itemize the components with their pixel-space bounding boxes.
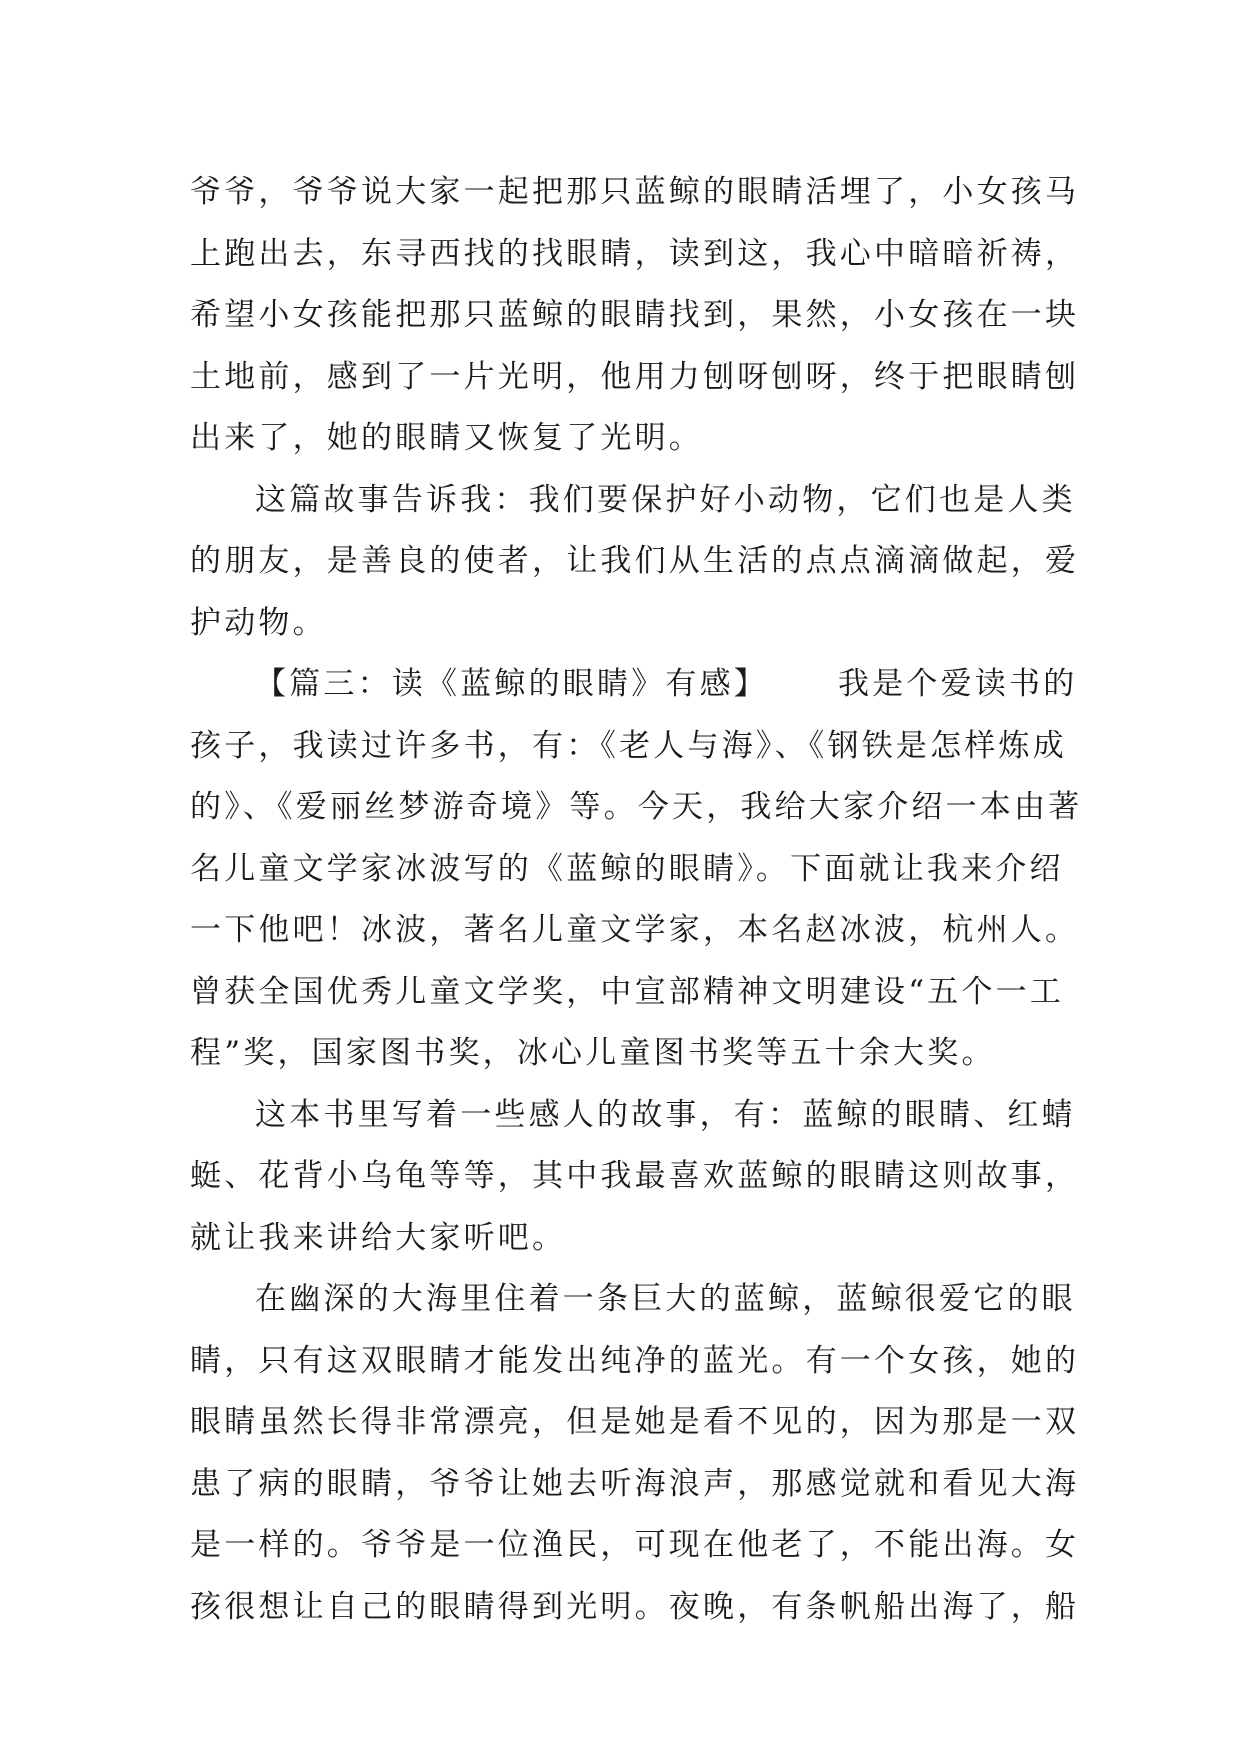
text-line: 在幽深的大海里住着一条巨大的蓝鲸，蓝鲸很爱它的眼 xyxy=(255,1281,1076,1317)
text-line: 是一样的。爷爷是一位渔民，可现在他老了，不能出海。女 xyxy=(190,1527,1080,1563)
text-line: 蜓、花背小乌龟等等，其中我最喜欢蓝鲸的眼睛这则故事， xyxy=(190,1158,1080,1194)
section-heading-line xyxy=(190,654,1078,716)
text-line: 希望小女孩能把那只蓝鲸的眼睛找到，果然，小女孩在一块 xyxy=(190,297,1080,333)
text-line: 眼睛虽然长得非常漂亮，但是她是看不见的，因为那是一双 xyxy=(190,1404,1080,1440)
text-line: 名儿童文学家冰波写的《蓝鲸的眼睛》。下面就让我来介绍 xyxy=(190,850,1064,887)
section-heading: 【篇三：读《蓝鲸的眼睛》有感】 xyxy=(255,666,768,702)
text-line: 就让我来讲给大家听吧。 xyxy=(190,1219,567,1256)
text-line: 上跑出去，东寻西找的找眼睛，读到这，我心中暗暗祈祷， xyxy=(190,235,1080,272)
text-line: 曾获全国优秀儿童文学奖，中宣部精神文明建设“五个一工 xyxy=(190,973,1065,1010)
section-text-start: 我是个爱读书的 xyxy=(838,666,1078,702)
text-line: 孩子，我读过许多书，有：《老人与海》、《钢铁是怎样炼成 xyxy=(190,727,1067,764)
text-line: 孩很想让自己的眼睛得到光明。夜晚，有条帆船出海了，船 xyxy=(190,1588,1080,1625)
text-line: 爷爷，爷爷说大家一起把那只蓝鲸的眼睛活埋了，小女孩马 xyxy=(190,174,1080,210)
text-line: 的》、《爱丽丝梦游奇境》等。今天，我给大家介绍一本由著 xyxy=(190,789,1083,825)
text-line: 这篇故事告诉我：我们要保护好小动物，它们也是人类 xyxy=(255,481,1076,518)
text-line: 患了病的眼睛，爷爷让她去听海浪声，那感觉就和看见大海 xyxy=(190,1465,1080,1502)
text-line: 睛，只有这双眼睛才能发出纯净的蓝光。有一个女孩，她的 xyxy=(190,1342,1080,1379)
text-line: 这本书里写着一些感人的故事，有：蓝鲸的眼睛、红蜻 xyxy=(255,1096,1076,1133)
text-line: 的朋友，是善良的使者，让我们从生活的点点滴滴做起，爱 xyxy=(190,543,1080,579)
text-line: 一下他吧！冰波，著名儿童文学家，本名赵冰波，杭州人。 xyxy=(190,912,1080,948)
text-line: 护动物。 xyxy=(190,604,327,641)
text-line: 程”奖，国家图书奖，冰心儿童图书奖等五十余大奖。 xyxy=(190,1035,996,1071)
text-line: 出来了，她的眼睛又恢复了光明。 xyxy=(190,420,703,456)
document-body xyxy=(190,162,1083,1638)
text-line: 土地前，感到了一片光明，他用力刨呀刨呀，终于把眼睛刨 xyxy=(190,358,1080,395)
